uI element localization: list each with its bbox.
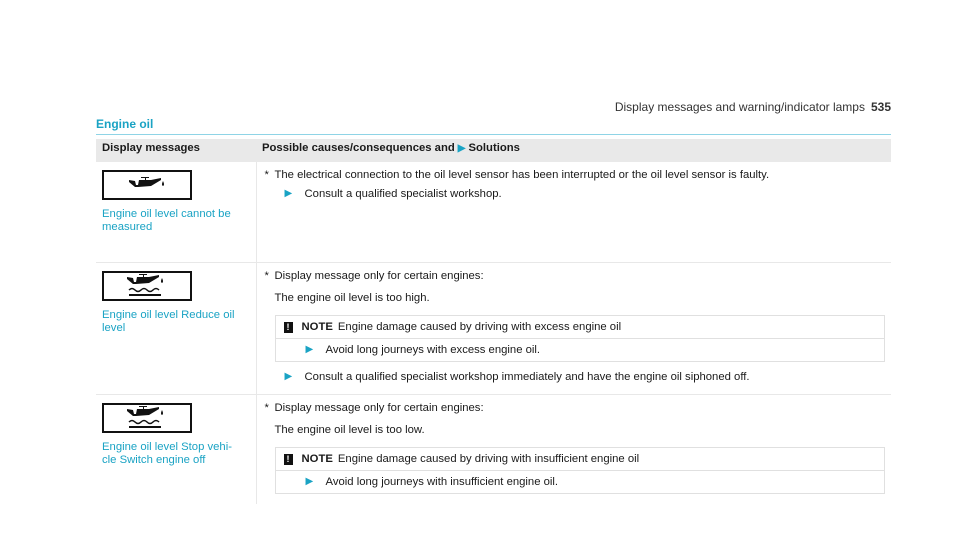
note-solution: [276, 339, 885, 361]
note-box: [275, 447, 886, 494]
col-header-causes: [256, 139, 891, 162]
note-text: Engine damage caused by driving with excess engine oil: [337, 321, 622, 333]
table-header-row: [96, 139, 891, 162]
message-cell: [96, 263, 256, 395]
arrow-right-icon: ▶: [284, 188, 293, 199]
cause-solution-cell: [256, 162, 891, 263]
running-header-title: Display messages and warning/indicator lamps: [614, 100, 865, 114]
cause-text: The engine oil level is too low.: [274, 424, 425, 436]
col-header-solutions-label: Solutions: [468, 142, 520, 154]
message-label: Engine oil level Reduce oil level: [102, 309, 235, 334]
warning-icon: !: [284, 454, 293, 465]
asterisk-icon: *: [264, 169, 269, 181]
table-row: [96, 395, 891, 505]
oil-can-level-icon: [102, 403, 192, 433]
message-label: Engine oil level cannot be measured: [102, 208, 231, 233]
asterisk-icon: *: [264, 270, 269, 282]
solution-item: [285, 187, 886, 201]
cause-solution-cell: [256, 395, 891, 505]
messages-table: [96, 139, 891, 504]
message-cell: [96, 395, 256, 505]
page-number: 535: [870, 100, 891, 114]
note-header: [276, 448, 885, 471]
warning-icon: !: [284, 322, 293, 333]
solution-item: [285, 370, 886, 384]
asterisk-icon: *: [264, 402, 269, 414]
cause-text: Display message only for certain engines:: [274, 270, 484, 282]
cause-item: [265, 168, 886, 183]
col-header-causes-label: Possible causes/consequences and: [262, 142, 455, 154]
section-title: Engine oil: [96, 117, 154, 131]
cause-text: Display message only for certain engines:: [274, 402, 484, 414]
oil-can-icon: [102, 170, 192, 200]
cause-solution-cell: [256, 263, 891, 395]
arrow-right-icon: ▶: [305, 344, 314, 355]
cause-item: [265, 401, 886, 445]
note-label: NOTE: [301, 453, 333, 465]
oil-can-level-icon: [102, 271, 192, 301]
solution-text: Consult a qualified specialist workshop immediately and have the engine oil siphoned off.: [304, 371, 750, 383]
message-cell: [96, 162, 256, 263]
cause-text: The engine oil level is too high.: [274, 292, 430, 304]
note-solution: [276, 471, 885, 493]
note-header: [276, 316, 885, 339]
cause-item: [265, 269, 886, 313]
note-solution-text: Avoid long journeys with insufficient engine oil.: [325, 476, 559, 488]
note-box: [275, 315, 886, 362]
cause-text: The electrical connection to the oil level sensor has been interrupted or the oil level sensor is faulty.: [274, 169, 770, 181]
section-divider: [96, 134, 891, 135]
message-label: Engine oil level Stop vehi- cle Switch engine off: [102, 441, 232, 466]
table-row: [96, 162, 891, 263]
running-header: [615, 100, 891, 114]
arrow-right-icon: ▶: [305, 476, 314, 487]
solution-text: Consult a qualified specialist workshop.: [304, 188, 502, 200]
note-text: Engine damage caused by driving with insufficient engine oil: [337, 453, 640, 465]
arrow-right-icon: ▶: [457, 143, 466, 154]
arrow-right-icon: ▶: [284, 371, 293, 382]
note-label: NOTE: [301, 321, 333, 333]
note-solution-text: Avoid long journeys with excess engine oil.: [325, 344, 541, 356]
table-row: [96, 263, 891, 395]
col-header-messages: Display messages: [96, 139, 256, 162]
